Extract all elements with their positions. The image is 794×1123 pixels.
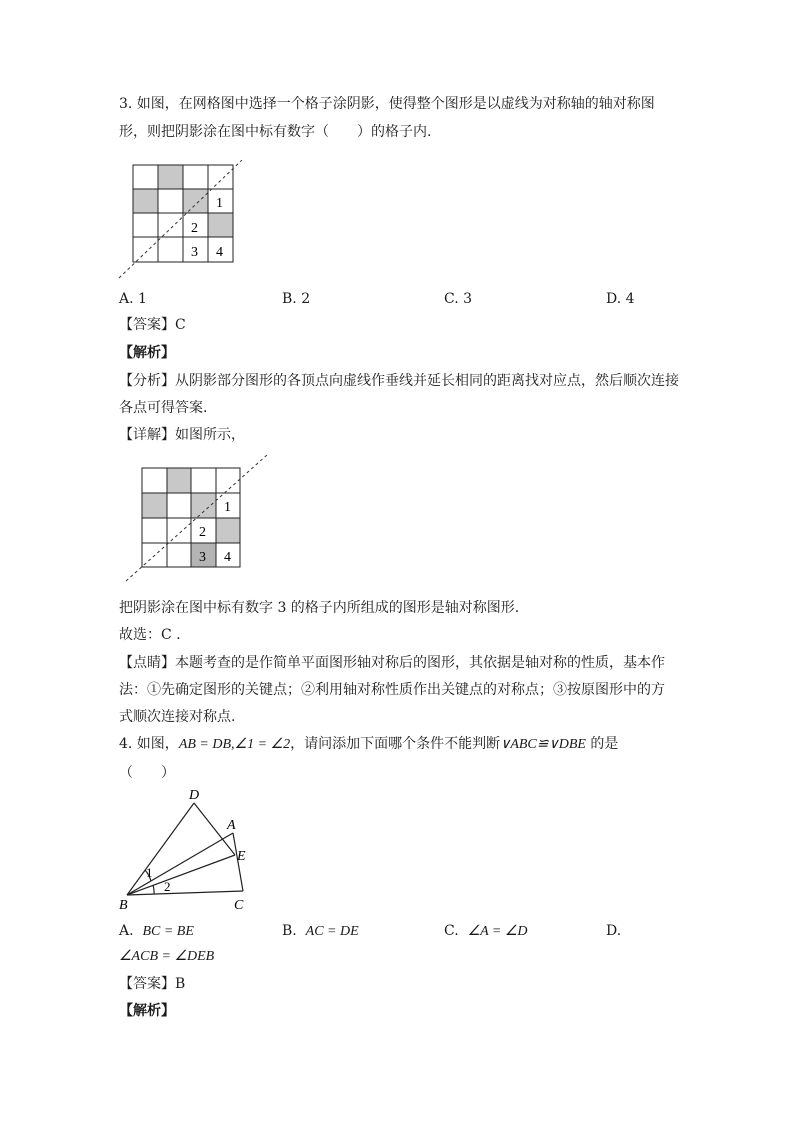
grid-number-2: 2: [191, 221, 198, 236]
q3-line1: 3. 如图，在网格图中选择一个格子涂阴影，使得整个图形是以虚线为对称轴的轴对称图: [119, 96, 655, 112]
label-e: E: [237, 849, 246, 864]
q3-choose: 故选：C .: [119, 627, 181, 643]
shaded-cell: [167, 468, 191, 493]
angle-arc-2: [153, 885, 154, 894]
q3-dianjing-line2: 法：①先确定图形的关键点；②利用轴对称性质作出关键点的对称点；③按原图形中的方: [119, 682, 665, 698]
q4-option-b-math: AC = DE: [305, 924, 359, 939]
q4-option-a-math: BC = BE: [142, 924, 194, 939]
shaded-cell: [183, 189, 208, 213]
q4-suffix: 的是: [585, 736, 619, 752]
q3-answer: 【答案】C: [119, 317, 186, 333]
q3-conclusion: 把阴影涂在图中标有数字 3 的格子内所组成的图形是轴对称图形.: [119, 600, 520, 616]
q4-option-a-label: A.: [119, 923, 134, 939]
q3-option-d: D. 4: [606, 291, 635, 307]
grid-number-1: 1: [224, 500, 231, 515]
q4-condition: AB = DB,∠1 = ∠2: [178, 737, 291, 752]
q3-line2: 形，则把阴影涂在图中标有数字（ ）的格子内.: [119, 124, 432, 140]
q3-fenxi-line1: 【分析】从阴影部分图形的各顶点向虚线作垂线并延长相同的距离找对应点，然后顺次连接: [119, 373, 679, 389]
segment-be: [127, 855, 235, 895]
grid-number-4: 4: [224, 550, 231, 565]
q4-prefix: 4. 如图，: [119, 736, 179, 752]
q4-option-c-math: ∠A = ∠D: [467, 924, 528, 939]
angle-label-2: 2: [164, 879, 171, 894]
shaded-cell: [208, 213, 233, 237]
q4-option-a: [119, 921, 194, 942]
grid-figure-question: [116, 160, 256, 282]
grid-number-2: 2: [199, 525, 206, 540]
q4-congruence: ∨ABC≌∨DBE: [500, 737, 586, 752]
q3-option-a: A. 1: [119, 291, 147, 307]
shaded-cell: [142, 493, 167, 518]
grid-figure-solution: [122, 455, 272, 585]
q3-dianjing-line3: 式顺次连接对称点.: [119, 709, 236, 725]
shaded-cell: [158, 165, 183, 189]
segment-bd: [127, 803, 194, 895]
q3-dianjing-line1: 【点睛】本题考查的是作简单平面图形轴对称后的图形，其依据是轴对称的性质，基本作: [119, 655, 665, 671]
q4-question: [119, 734, 618, 755]
q4-middle: ，请问添加下面哪个条件不能判断: [290, 736, 501, 752]
grid-number-1: 1: [216, 196, 223, 211]
q3-option-b: B. 2: [282, 291, 311, 307]
q4-option-d-label: D.: [606, 923, 622, 939]
q4-option-b: [282, 921, 359, 942]
q4-paren: （ ）: [119, 765, 175, 781]
segment-bc: [127, 891, 243, 895]
shaded-cell: [191, 493, 216, 518]
q3-detail: 【详解】如图所示，: [119, 427, 245, 443]
grid-number-3: 3: [199, 550, 206, 565]
q3-analysis-header: 【解析】: [119, 345, 175, 361]
q4-analysis-header: 【解析】: [119, 1003, 175, 1019]
q4-option-c: [444, 921, 528, 942]
shaded-cell: [133, 189, 158, 213]
angle-label-1: 1: [146, 865, 153, 880]
segment-ba: [127, 833, 233, 895]
q4-option-c-label: C.: [444, 923, 459, 939]
label-b: B: [119, 898, 128, 913]
grid-number-4: 4: [216, 245, 223, 260]
triangle-figure: [115, 788, 260, 913]
label-c: C: [234, 898, 244, 913]
grid-number-3: 3: [191, 245, 198, 260]
q4-answer: 【答案】B: [119, 976, 186, 992]
q4-option-b-label: B.: [282, 923, 297, 939]
label-a: A: [227, 818, 236, 833]
q3-fenxi-line2: 各点可得答案.: [119, 400, 208, 416]
q3-option-c: C. 3: [444, 291, 473, 307]
q4-option-d-math: ∠ACB = ∠DEB: [119, 949, 215, 964]
shaded-cell: [216, 518, 240, 543]
label-d: D: [189, 788, 200, 803]
